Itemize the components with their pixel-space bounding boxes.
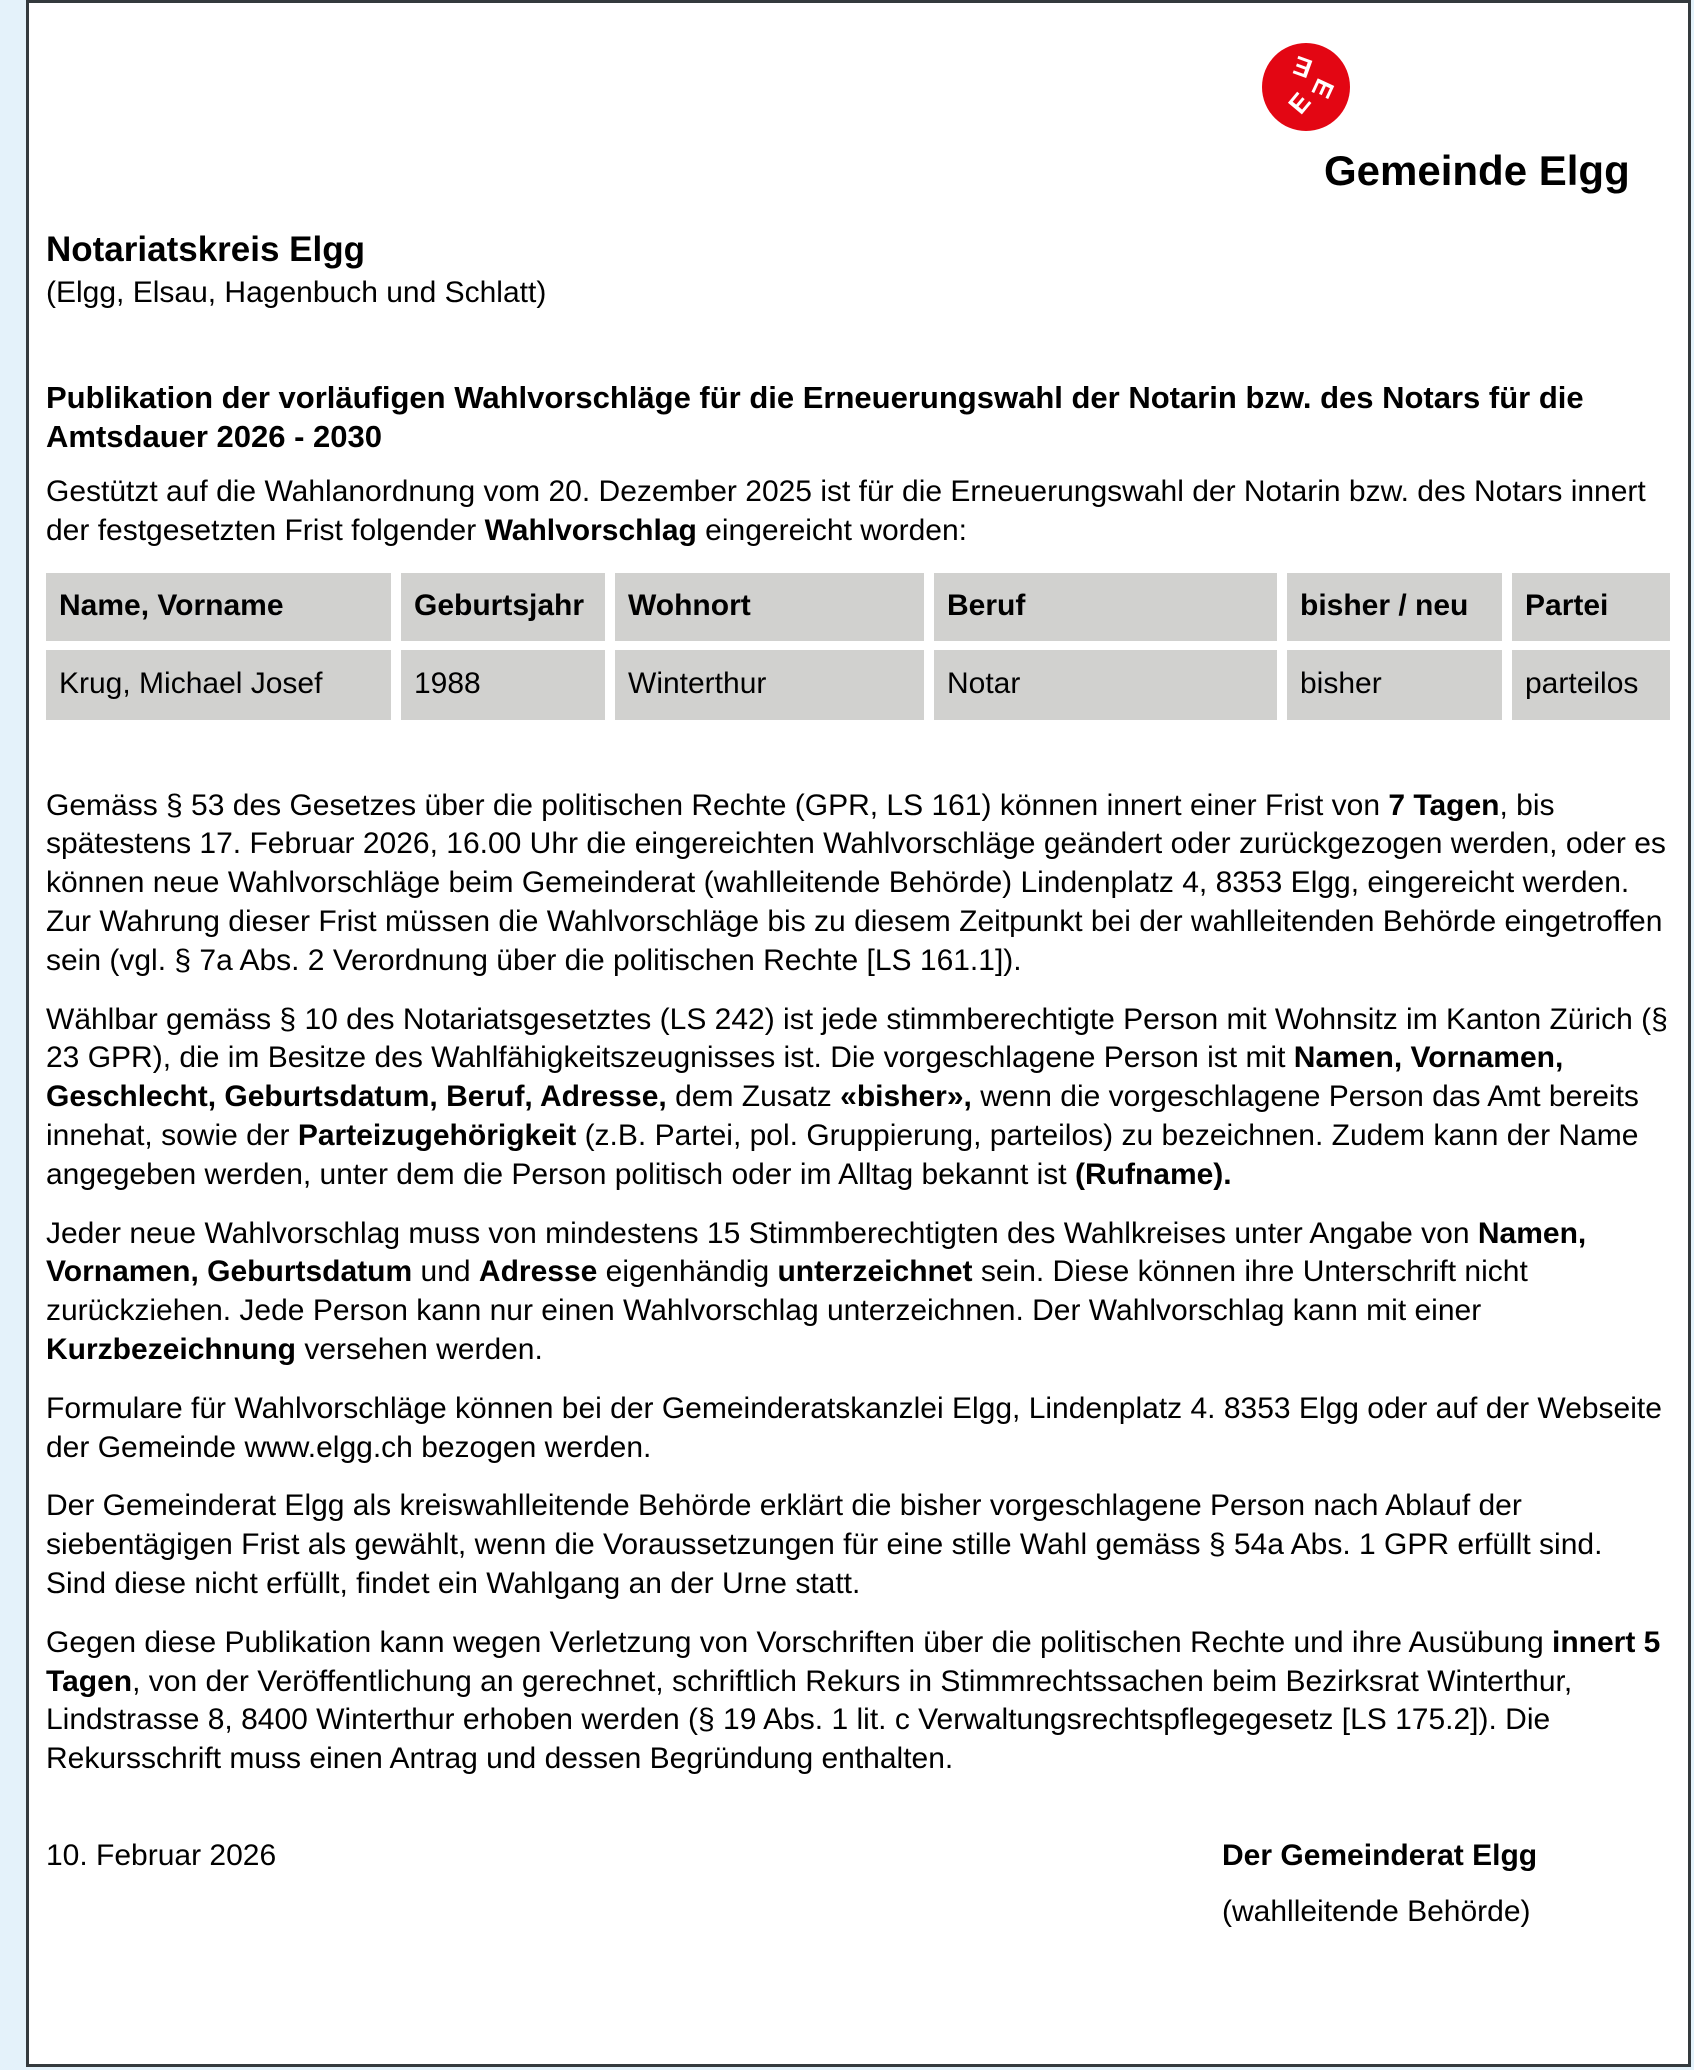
candidate-birthyear-cell: 1988 — [401, 650, 605, 720]
footer-date: 10. Februar 2026 — [46, 1838, 277, 1872]
column-header-profession: Beruf — [934, 573, 1277, 641]
municipality-name: Gemeinde Elgg — [1324, 147, 1630, 194]
candidate-incumbency-cell: bisher — [1287, 650, 1502, 720]
signature-block — [1222, 1837, 1537, 1932]
gemeinde-elgg-logo-icon — [1262, 43, 1350, 131]
column-header-residence: Wohnort — [615, 573, 924, 641]
candidates-table — [46, 573, 1670, 720]
publication-title: Publikation der vorläufigen Wahlvorschläge für die Erneuerungswahl der Notarin bzw. des Notars für die Amtsdauer 2026 - 2030 — [46, 380, 1584, 454]
candidate-party-cell: parteilos — [1512, 650, 1670, 720]
paragraph-signatures: Jeder neue Wahlvorschlag muss von mindestens 15 Stimmberechtigten des Wahlkreises unter Angabe von Namen, Vornamen, Geburtsdatum und Adresse eigenhändig unterzeichnet sein. Diese können ihre Unterschrift nicht zurückziehen. Jede Person kann nur einen Wahlvorschlag unterzeichnen. Der Wahlvorschlag kann mit einer Kurzbezeichnung versehen werden. — [46, 1216, 1587, 1366]
signature-name: Der Gemeinderat Elgg — [1222, 1838, 1538, 1872]
paragraph-appeal: Gegen diese Publikation kann wegen Verletzung von Vorschriften über die politischen Rechte und ihre Ausübung innert 5 Tagen, von der Veröffentlichung an gerechnet, schriftlich Rekurs in Stimmrechtssachen beim Bezirksrat Winterthur, Lindstrasse 8, 8400 Winterthur erhoben werden (§ 19 Abs. 1 lit. c Verwaltungsrechtspflegegesetz [LS 175.2]). Die Rekursschrift muss einen Antrag und dessen Begründung enthalten. — [46, 1625, 1661, 1776]
notariat-subtitle: (Elgg, Elsau, Hagenbuch und Schlatt) — [46, 276, 547, 309]
candidate-name-cell: Krug, Michael Josef — [46, 650, 391, 720]
candidate-residence-cell: Winterthur — [615, 650, 924, 720]
paragraph-deadline: Gemäss § 53 des Gesetzes über die politischen Rechte (GPR, LS 161) können innert einer Frist von 7 Tagen, bis spätestens 17. Februar 2026, 16.00 Uhr die eingereichten Wahlvorschläge geändert oder zurückgezogen werden, oder es können neue Wahlvorschläge beim Gemeinderat (wahlleitende Behörde) Lindenplatz 4, 8353 Elgg, eingereicht werden. Zur Wahrung dieser Frist müssen die Wahlvorschläge bis zu diesem Zeitpunkt bei der wahlleitenden Behörde eingetroffen sein (vgl. § 7a Abs. 2 Verordnung über die politischen Rechte [LS 161.1]). — [46, 788, 1666, 977]
paragraph-silent-election: Der Gemeinderat Elgg als kreiswahlleitende Behörde erklärt die bisher vorgeschlagene Person nach Ablauf der siebentägigen Frist als gewählt, wenn die Voraussetzungen für eine stille Wahl gemäss § 54a Abs. 1 GPR erfüllt sind. Sind diese nicht erfüllt, findet ein Wahlgang an der Urne statt. — [46, 1489, 1603, 1600]
body-text — [46, 787, 1670, 1779]
paragraph-eligibility: Wählbar gemäss § 10 des Notariatsgesetztes (LS 242) ist jede stimmberechtigte Person mit Wohnsitz im Kanton Zürich (§ 23 GPR), die im Besitze des Wahlfähigkeitszeugnisses ist. Die vorgeschlagene Person ist mit Namen, Vornamen, Geschlecht, Geburtsdatum, Beruf, Adresse, dem Zusatz «bisher», wenn die vorgeschlagene Person das Amt bereits innehat, sowie der Parteizugehörigkeit (z.B. Partei, pol. Gruppierung, parteilos) zu bezeichnen. Zudem kann der Name angegeben werden, unter dem die Person politisch oder im Alltag bekannt ist (Rufname). — [46, 1002, 1668, 1191]
column-header-birthyear: Geburtsjahr — [401, 573, 605, 641]
signature-note: (wahlleitende Behörde) — [1222, 1894, 1531, 1928]
document-content — [29, 3, 1688, 1967]
candidate-profession-cell: Notar — [934, 650, 1277, 720]
lead-paragraph: Gestützt auf die Wahlanordnung vom 20. Dezember 2025 ist für die Erneuerungswahl der Notarin bzw. des Notars innert der festgesetzten Frist folgender Wahlvorschlag eingereicht worden: — [46, 475, 1646, 547]
logo-letter: E — [1289, 49, 1317, 85]
logo-letter: E — [1282, 86, 1317, 120]
document-footer — [46, 1837, 1670, 1967]
logo-letter: E — [1305, 74, 1341, 103]
letterhead — [46, 3, 1670, 215]
column-header-incumbency: bisher / neu — [1287, 573, 1502, 641]
column-header-name: Name, Vorname — [46, 573, 391, 641]
document-page — [26, 0, 1691, 2067]
paragraph-forms: Formulare für Wahlvorschläge können bei der Gemeinderatskanzlei Elgg, Lindenplatz 4. 8353 Elgg oder auf der Webseite der Gemeinde www.elgg.ch bezogen werden. — [46, 1391, 1662, 1464]
column-header-party: Partei — [1512, 573, 1670, 641]
notariat-title: Notariatskreis Elgg — [46, 230, 365, 269]
